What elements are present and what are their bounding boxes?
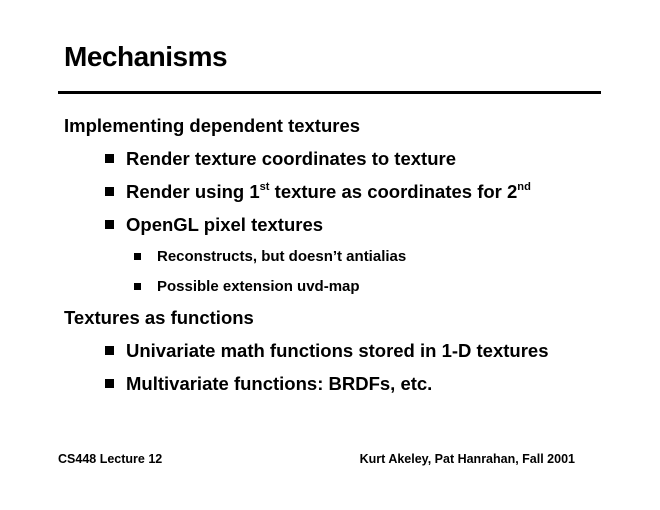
bullet-text: Implementing dependent textures xyxy=(64,114,361,136)
bullet-item xyxy=(0,142,660,175)
outline-heading xyxy=(0,301,660,334)
bullet-text: Render using 1st texture as coordinates for 2nd xyxy=(126,180,531,202)
bullet-text: Possible extension uvd-map xyxy=(157,277,360,295)
bullet-item xyxy=(0,334,660,367)
bullet-square-icon xyxy=(105,346,114,355)
bullet-item xyxy=(0,367,660,400)
bullet-text: Reconstructs, but doesn’t antialias xyxy=(157,247,407,265)
slide-title: Mechanisms xyxy=(64,41,228,72)
bullet-square-icon xyxy=(105,187,114,196)
bullet-item xyxy=(0,208,660,241)
footer-authors-label: Kurt Akeley, Pat Hanrahan, Fall 2001 xyxy=(359,452,575,466)
bullet-text: OpenGL pixel textures xyxy=(126,213,324,235)
bullet-square-icon xyxy=(134,283,141,290)
bullet-square-icon xyxy=(105,220,114,229)
title-underline-rule xyxy=(58,91,601,94)
bullet-text: Textures as functions xyxy=(64,306,254,328)
bullet-square-icon xyxy=(134,253,141,260)
outline-heading xyxy=(0,109,660,142)
footer-course-label: CS448 Lecture 12 xyxy=(58,452,163,466)
bullet-item xyxy=(0,175,660,208)
bullet-square-icon xyxy=(105,154,114,163)
slide-body-outline xyxy=(0,109,660,400)
bullet-square-icon xyxy=(105,379,114,388)
bullet-text: Multivariate functions: BRDFs, etc. xyxy=(126,372,433,394)
bullet-item xyxy=(0,241,660,271)
bullet-item xyxy=(0,271,660,301)
bullet-text: Render texture coordinates to texture xyxy=(126,147,456,169)
bullet-text: Univariate math functions stored in 1-D textures xyxy=(126,339,549,361)
